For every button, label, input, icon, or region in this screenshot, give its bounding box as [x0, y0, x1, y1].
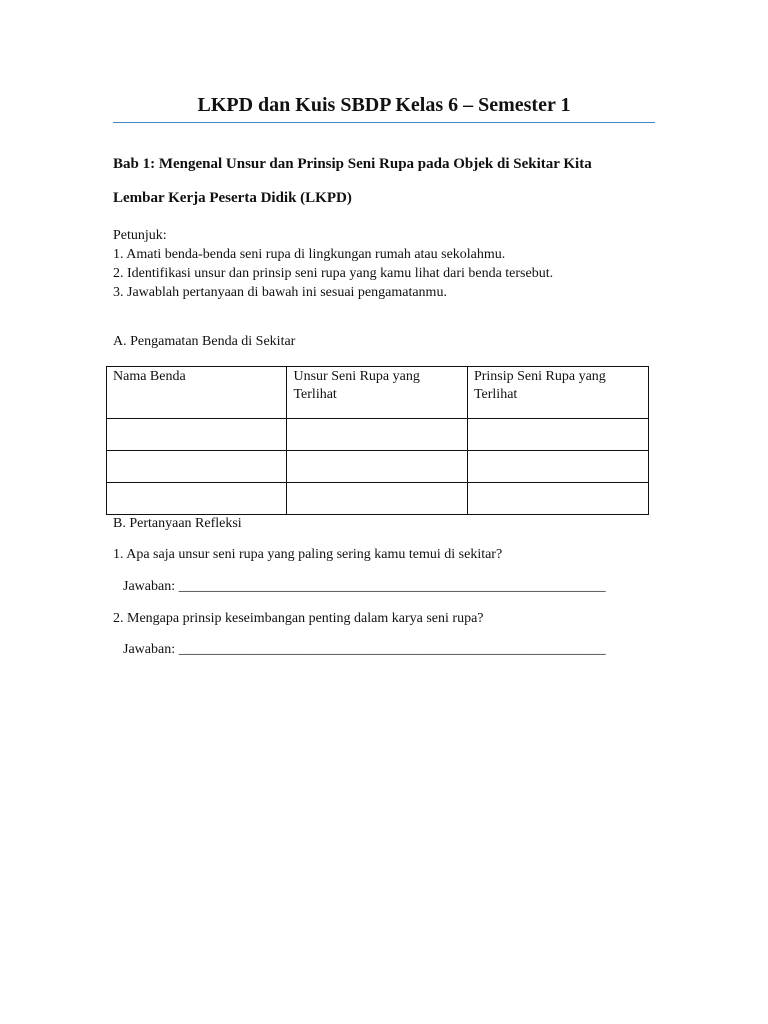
- instructions-label: Petunjuk:: [113, 228, 167, 243]
- table-cell[interactable]: [467, 451, 648, 483]
- table-cell[interactable]: [107, 483, 287, 515]
- worksheet-heading: Lembar Kerja Peserta Didik (LKPD): [113, 190, 352, 206]
- instruction-item: 2. Identifikasi unsur dan prinsip seni rupa yang kamu lihat dari benda tersebut.: [113, 266, 554, 281]
- table-cell[interactable]: [467, 419, 648, 451]
- table-cell[interactable]: [287, 451, 467, 483]
- chapter-heading: Bab 1: Mengenal Unsur dan Prinsip Seni Rupa pada Objek di Sekitar Kita: [113, 156, 592, 172]
- answer-line-1[interactable]: Jawaban: _____________________________________________________________: [123, 579, 606, 594]
- table-header-row: [107, 367, 649, 419]
- title-divider: [113, 122, 655, 123]
- table-cell[interactable]: [107, 451, 287, 483]
- table-row: [107, 451, 649, 483]
- table-row: [107, 483, 649, 515]
- table-row: [107, 419, 649, 451]
- answer-line-2[interactable]: Jawaban: _____________________________________________________________: [123, 642, 606, 657]
- table-cell[interactable]: [467, 483, 648, 515]
- question-2: 2. Mengapa prinsip keseimbangan penting dalam karya seni rupa?: [113, 611, 484, 626]
- instruction-item: 1. Amati benda-benda seni rupa di lingkungan rumah atau sekolahmu.: [113, 247, 506, 262]
- instructions-block: [113, 226, 553, 302]
- page-title: LKPD dan Kuis SBDP Kelas 6 – Semester 1: [197, 94, 571, 116]
- column-header-object-name: Nama Benda: [107, 367, 287, 419]
- column-header-art-elements: Unsur Seni Rupa yang Terlihat: [287, 367, 467, 419]
- instruction-item: 3. Jawablah pertanyaan di bawah ini sesuai pengamatanmu.: [113, 285, 447, 300]
- question-1: 1. Apa saja unsur seni rupa yang paling sering kamu temui di sekitar?: [113, 547, 503, 562]
- section-b-title: B. Pertanyaan Refleksi: [113, 516, 242, 531]
- column-header-art-principles: Prinsip Seni Rupa yang Terlihat: [467, 367, 648, 419]
- table-cell[interactable]: [287, 483, 467, 515]
- observation-table: [106, 366, 649, 515]
- table-cell[interactable]: [287, 419, 467, 451]
- table-cell[interactable]: [107, 419, 287, 451]
- section-a-title: A. Pengamatan Benda di Sekitar: [113, 334, 296, 349]
